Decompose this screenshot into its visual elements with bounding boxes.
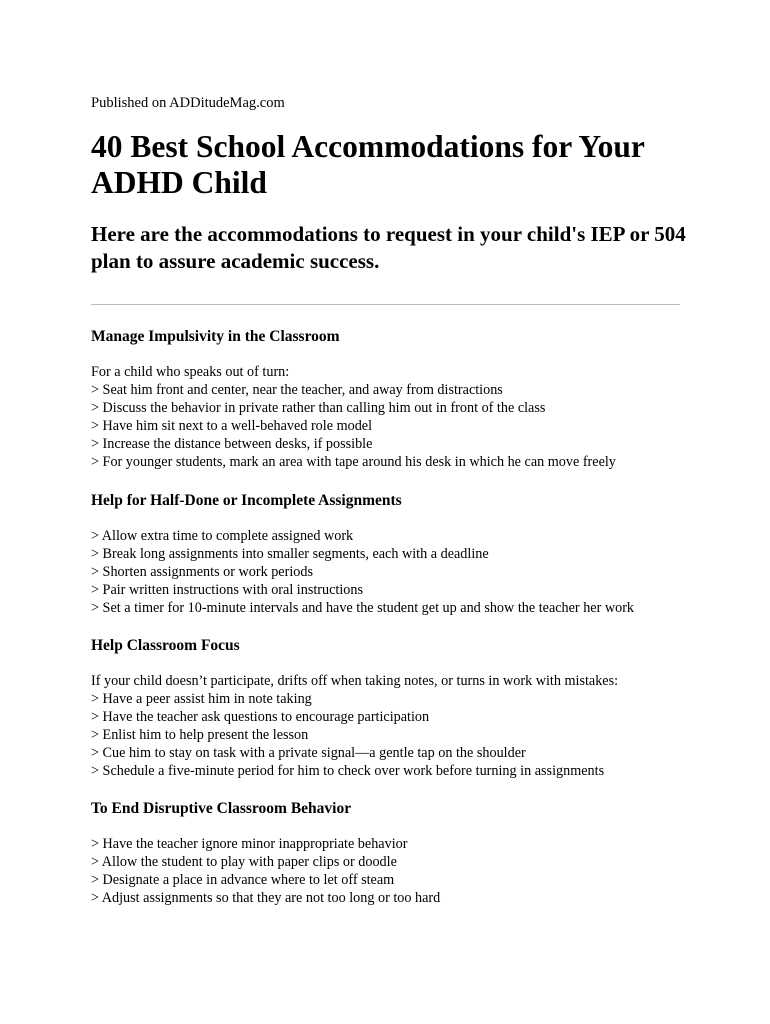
list-item: > Shorten assignments or work periods bbox=[91, 564, 313, 580]
section-heading: Help for Half-Done or Incomplete Assignments bbox=[91, 492, 402, 509]
list-item: > Have the teacher ignore minor inappropriate behavior bbox=[91, 836, 408, 852]
list-item: > Schedule a five-minute period for him to check over work before turning in assignments bbox=[91, 763, 605, 779]
list-item: > Have a peer assist him in note taking bbox=[91, 691, 312, 707]
section-heading: Help Classroom Focus bbox=[91, 637, 240, 654]
section-heading: To End Disruptive Classroom Behavior bbox=[91, 800, 352, 817]
list-item: > Adjust assignments so that they are not too long or too hard bbox=[91, 890, 441, 906]
article-title: 40 Best School Accommodations for Your ADHD Child bbox=[91, 129, 645, 200]
list-item: > Enlist him to help present the lesson bbox=[91, 727, 309, 743]
published-source: Published on ADDitudeMag.com bbox=[91, 95, 285, 111]
list-item: > Break long assignments into smaller segments, each with a deadline bbox=[91, 546, 489, 562]
list-item: > Allow extra time to complete assigned work bbox=[91, 528, 354, 544]
list-item: > Increase the distance between desks, if possible bbox=[91, 436, 373, 452]
list-item: If your child doesn’t participate, drifts off when taking notes, or turns in work with mistakes: bbox=[91, 673, 619, 689]
list-item: > Allow the student to play with paper clips or doodle bbox=[91, 854, 397, 870]
list-item: > Set a timer for 10-minute intervals and have the student get up and show the teacher her work bbox=[91, 600, 635, 616]
list-item: > For younger students, mark an area with tape around his desk in which he can move freely bbox=[91, 454, 616, 470]
list-item: > Pair written instructions with oral instructions bbox=[91, 582, 364, 598]
list-item: > Designate a place in advance where to let off steam bbox=[91, 872, 395, 888]
section-classroom-focus bbox=[91, 637, 731, 780]
section-heading: Manage Impulsivity in the Classroom bbox=[91, 328, 340, 345]
list-item: > Seat him front and center, near the teacher, and away from distractions bbox=[91, 382, 503, 398]
section-disruptive-behavior bbox=[91, 800, 731, 907]
section-lines bbox=[91, 672, 731, 780]
list-item: > Have the teacher ask questions to encourage participation bbox=[91, 709, 430, 725]
section-lines bbox=[91, 527, 731, 617]
section-impulsivity bbox=[91, 328, 731, 471]
list-item: > Cue him to stay on task with a private signal—a gentle tap on the shoulder bbox=[91, 745, 526, 761]
divider bbox=[91, 304, 680, 305]
list-item: For a child who speaks out of turn: bbox=[91, 364, 290, 380]
list-item: > Discuss the behavior in private rather than calling him out in front of the class bbox=[91, 400, 546, 416]
section-lines bbox=[91, 835, 731, 907]
article-subtitle: Here are the accommodations to request in your child's IEP or 504 plan to assure academic success. bbox=[91, 222, 686, 273]
section-incomplete-assignments bbox=[91, 492, 731, 617]
section-lines bbox=[91, 363, 731, 471]
list-item: > Have him sit next to a well-behaved role model bbox=[91, 418, 373, 434]
